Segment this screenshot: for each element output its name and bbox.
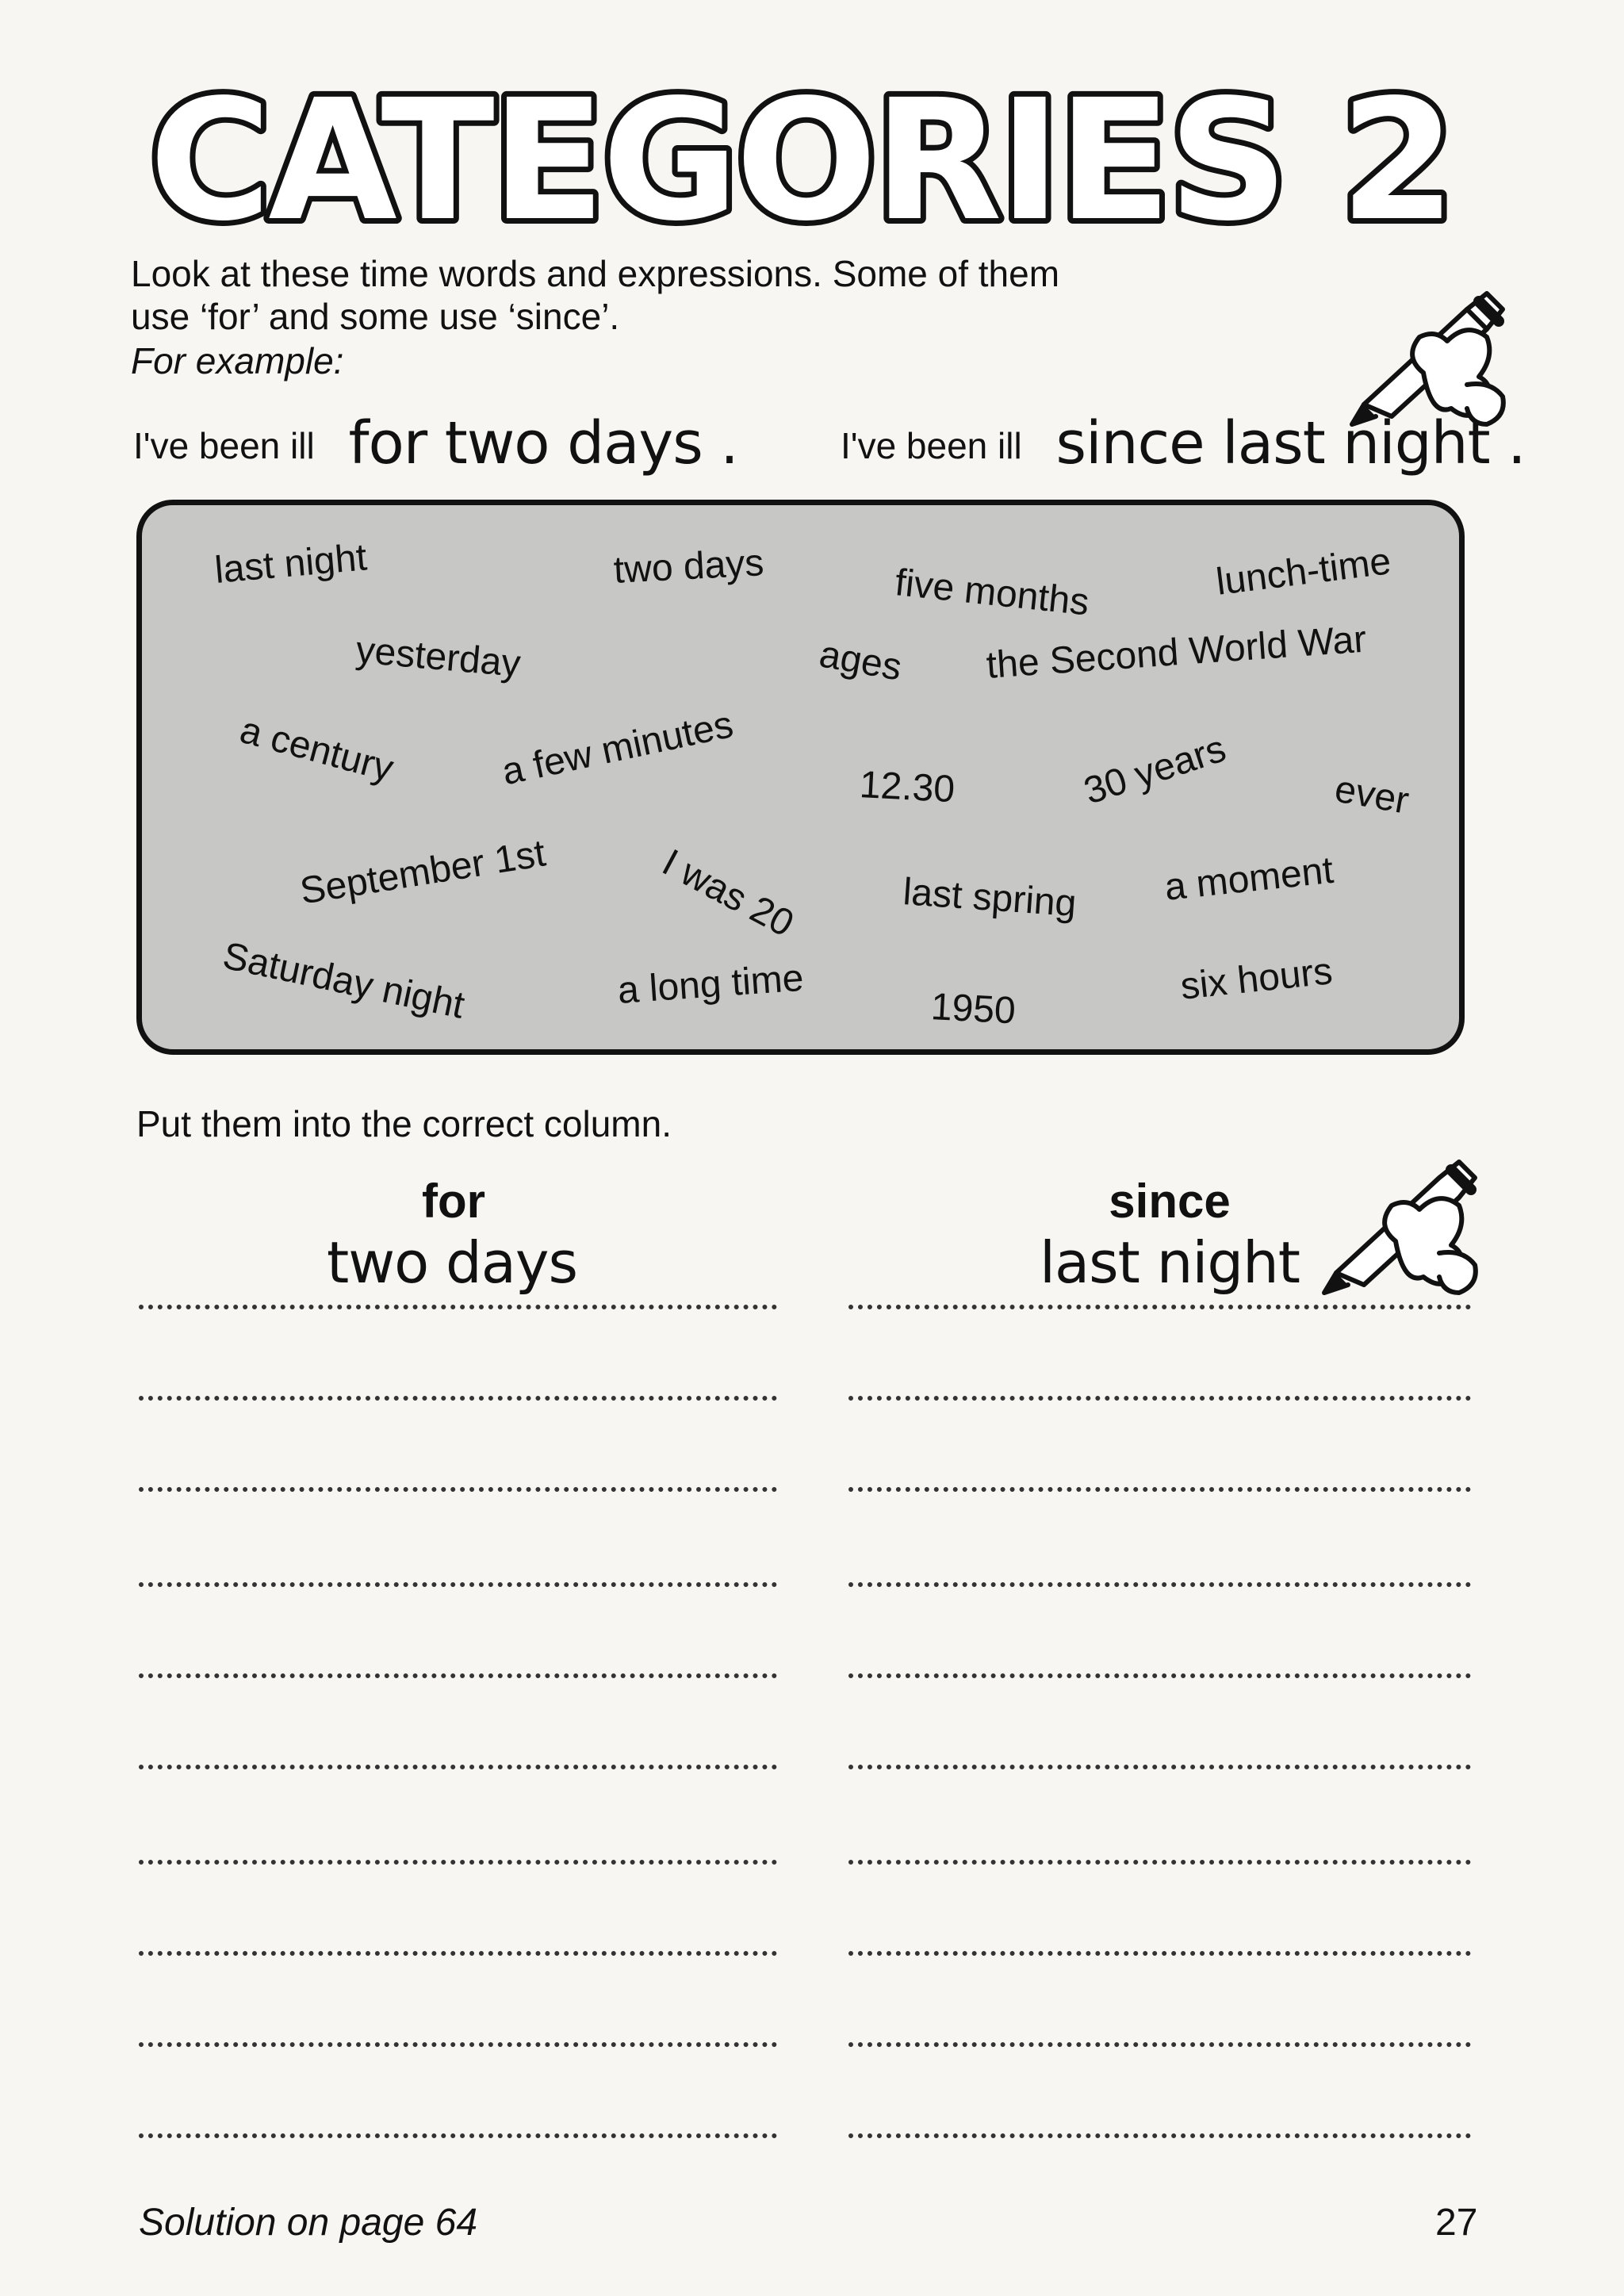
example-since-prefix: I've been ill [841,425,1022,466]
pen-hand-icon [1320,1154,1487,1297]
word-item: I was 20 [655,841,801,945]
time-words-box [136,500,1465,1055]
word-item: five months [893,562,1091,624]
page-title [119,63,1483,254]
since-column-heading: since [1109,1175,1231,1228]
for-answer-line[interactable] [139,1951,777,1956]
intro-line-2: use ‘for’ and some use ‘since’. [131,296,620,337]
since-answer-line[interactable] [848,1951,1471,1956]
for-answer-line[interactable] [139,1305,777,1309]
word-item: ever [1331,768,1412,822]
example-label: For example: [131,340,344,381]
word-item: 12.30 [858,764,956,811]
page-number: 27 [1435,2202,1478,2244]
since-answer-line[interactable] [848,1765,1471,1769]
word-item: a moment [1162,849,1336,909]
example-for-prefix: I've been ill [133,425,315,466]
title-text: CATEGORIES 2 [149,63,1453,254]
for-answer-line[interactable] [139,2133,777,2138]
intro-text [131,252,1059,382]
for-answer-line[interactable] [139,1487,777,1492]
since-answer-line[interactable] [848,1860,1471,1865]
for-answer-line[interactable] [139,1396,777,1401]
solution-reference: Solution on page 64 [139,2202,478,2244]
word-item: last spring [902,871,1078,926]
since-column-example: last night [1040,1229,1300,1296]
since-answer-line[interactable] [848,1673,1471,1678]
word-item: a long time [616,956,806,1012]
since-answer-line[interactable] [848,1305,1471,1309]
word-item: a century [236,708,398,791]
for-answer-line[interactable] [139,1765,777,1769]
example-since-answer: since last night . [1055,409,1526,477]
for-column-example: two days [327,1229,577,1296]
for-answer-line[interactable] [139,1582,777,1587]
word-item: a few minutes [498,703,737,794]
since-answer-line[interactable] [848,1487,1471,1492]
word-item: last night [213,536,369,592]
word-item: yesterday [354,629,523,686]
since-answer-line[interactable] [848,2042,1471,2047]
word-item: the Second World War [985,618,1368,687]
word-item: six hours [1178,950,1335,1008]
since-answer-line[interactable] [848,1582,1471,1587]
example-since [841,404,1526,477]
instruction-text: Put them into the correct column. [136,1103,672,1144]
since-answer-line[interactable] [848,1396,1471,1401]
for-column-heading: for [422,1175,485,1228]
intro-line-1: Look at these time words and expressions. Some of them [131,253,1060,294]
example-for-answer: for two days . [348,409,738,477]
for-answer-line[interactable] [139,1860,777,1865]
word-item: 1950 [929,986,1017,1033]
word-item: ages [816,633,906,689]
word-item: Saturday night [219,934,469,1027]
word-item: September 1st [297,832,549,913]
since-answer-line[interactable] [848,2133,1471,2138]
for-answer-line[interactable] [139,2042,777,2047]
example-for [133,404,738,477]
word-item: lunch-time [1213,540,1394,604]
word-item: 30 years [1078,727,1231,813]
for-answer-line[interactable] [139,1673,777,1678]
word-item: two days [612,542,765,592]
